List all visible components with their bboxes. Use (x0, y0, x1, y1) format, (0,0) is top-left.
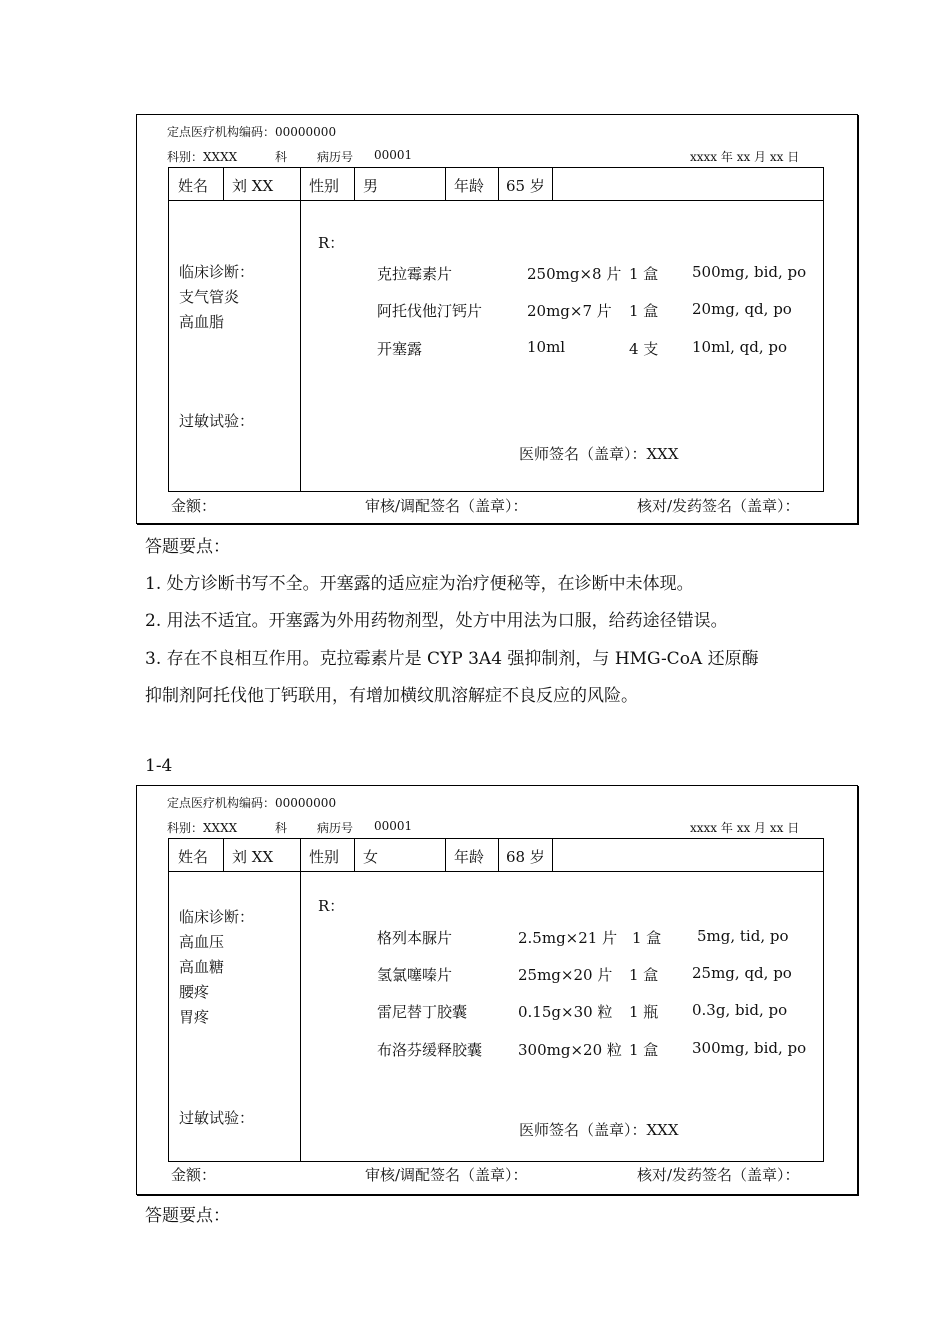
drug-name: 开塞露 (377, 340, 423, 358)
drug-name: 克拉霉素片 (377, 265, 453, 283)
drug-usage: 500mg, bid, po (692, 263, 807, 281)
drug-spec: 300mg×20 粒 (518, 1041, 622, 1059)
name-label: 姓名 (178, 848, 209, 866)
department-suffix: 科 (275, 821, 288, 835)
drug-name: 氢氯噻嗪片 (377, 966, 453, 984)
drug-qty: 1 盒 (629, 302, 659, 320)
patient-age: 68 岁 (506, 848, 545, 866)
patient-sex: 女 (363, 848, 379, 866)
clinical-diagnosis (179, 905, 254, 1030)
col-divider (498, 168, 499, 200)
patient-name: 刘 XX (232, 848, 274, 866)
col-divider (223, 839, 224, 871)
age-label: 年龄 (454, 177, 485, 195)
drug-qty: 4 支 (629, 340, 659, 358)
department: 科别：XXXX (167, 821, 238, 835)
review-signature: 审核/调配签名（盖章）： (365, 497, 528, 515)
amount-label: 金额： (171, 497, 217, 515)
department-suffix: 科 (275, 150, 288, 164)
diagnosis-item: 高血脂 (179, 313, 225, 331)
drug-spec: 250mg×8 片 (527, 265, 622, 283)
drug-qty: 1 盒 (632, 929, 662, 947)
diagnosis-item: 胃疼 (179, 1008, 210, 1026)
doctor-signature: 医师签名（盖章）：XXX (519, 445, 679, 463)
diagnosis-label: 临床诊断： (179, 908, 255, 926)
drug-qty: 1 盒 (629, 966, 659, 984)
col-divider (498, 839, 499, 871)
record-number: 00001 (374, 819, 413, 833)
col-divider (300, 839, 301, 1161)
rx-symbol: R： (318, 234, 345, 252)
department: 科别：XXXX (167, 150, 238, 164)
drug-spec: 10ml (527, 338, 566, 356)
name-label: 姓名 (178, 177, 209, 195)
drug-usage: 20mg, qd, po (692, 300, 792, 318)
drug-spec: 2.5mg×21 片 (518, 929, 618, 947)
drug-usage: 10ml, qd, po (692, 338, 788, 356)
col-divider (223, 168, 224, 200)
diagnosis-item: 高血糖 (179, 958, 225, 976)
answer-point: 抑制剂阿托伐他丁钙联用，有增加横纹肌溶解症不良反应的风险。 (145, 686, 638, 706)
drug-usage: 25mg, qd, po (692, 964, 792, 982)
answer-heading: 答题要点： (145, 537, 230, 557)
col-divider (445, 839, 446, 871)
col-divider (300, 168, 301, 491)
drug-spec: 20mg×7 片 (527, 302, 612, 320)
answer-heading: 答题要点： (145, 1206, 230, 1226)
diagnosis-item: 支气管炎 (179, 288, 240, 306)
drug-spec: 25mg×20 片 (518, 966, 613, 984)
rx-symbol: R： (318, 897, 345, 915)
diagnosis-label: 临床诊断： (179, 263, 255, 281)
review-signature: 审核/调配签名（盖章）： (365, 1166, 528, 1184)
col-divider (354, 839, 355, 871)
sex-label: 性别 (309, 177, 340, 195)
drug-usage: 0.3g, bid, po (692, 1001, 788, 1019)
age-label: 年龄 (454, 848, 485, 866)
col-divider (354, 168, 355, 200)
sex-label: 性别 (309, 848, 340, 866)
allergy-test-label: 过敏试验： (179, 412, 255, 430)
patient-name: 刘 XX (232, 177, 274, 195)
record-label: 病历号 (317, 150, 354, 164)
row-divider (169, 871, 823, 872)
drug-usage: 300mg, bid, po (692, 1039, 807, 1057)
drug-spec: 0.15g×30 粒 (518, 1003, 613, 1021)
drug-name: 雷尼替丁胶囊 (377, 1003, 468, 1021)
drug-name: 阿托伐他汀钙片 (377, 302, 483, 320)
allergy-test-label: 过敏试验： (179, 1109, 255, 1127)
diagnosis-item: 腰疼 (179, 983, 210, 1001)
patient-age: 65 岁 (506, 177, 545, 195)
answer-point: 2. 用法不适宜。开塞露为外用药物剂型，处方中用法为口服，给药途径错误。 (145, 611, 728, 631)
answer-point: 1. 处方诊断书写不全。开塞露的适应症为治疗便秘等，在诊断中未体现。 (145, 574, 694, 594)
drug-usage: 5mg, tid, po (697, 927, 789, 945)
drug-qty: 1 盒 (629, 1041, 659, 1059)
diagnosis-item: 高血压 (179, 933, 225, 951)
prescription-1 (136, 114, 858, 524)
institution-code: 定点医疗机构编码：00000000 (167, 796, 337, 810)
dispense-signature: 核对/发药签名（盖章）： (637, 497, 800, 515)
prescription-grid (168, 167, 824, 492)
col-divider (552, 839, 553, 871)
amount-label: 金额： (171, 1166, 217, 1184)
prescription-2 (136, 785, 858, 1195)
col-divider (445, 168, 446, 200)
dispense-signature: 核对/发药签名（盖章）： (637, 1166, 800, 1184)
answer-point: 3. 存在不良相互作用。克拉霉素片是 CYP 3A4 强抑制剂，与 HMG-CoA 还原酶 (145, 649, 759, 669)
record-number: 00001 (374, 148, 413, 162)
drug-qty: 1 盒 (629, 265, 659, 283)
section-number: 1-4 (145, 756, 173, 776)
doctor-signature: 医师签名（盖章）：XXX (519, 1121, 679, 1139)
row-divider (169, 200, 823, 201)
patient-sex: 男 (363, 177, 379, 195)
drug-qty: 1 瓶 (629, 1003, 659, 1021)
prescription-grid (168, 838, 824, 1162)
drug-name: 布洛芬缓释胶囊 (377, 1041, 483, 1059)
institution-code: 定点医疗机构编码：00000000 (167, 125, 337, 139)
prescription-date: xxxx 年 xx 月 xx 日 (690, 150, 800, 164)
clinical-diagnosis (179, 260, 254, 335)
prescription-date: xxxx 年 xx 月 xx 日 (690, 821, 800, 835)
drug-name: 格列本脲片 (377, 929, 453, 947)
col-divider (552, 168, 553, 200)
record-label: 病历号 (317, 821, 354, 835)
